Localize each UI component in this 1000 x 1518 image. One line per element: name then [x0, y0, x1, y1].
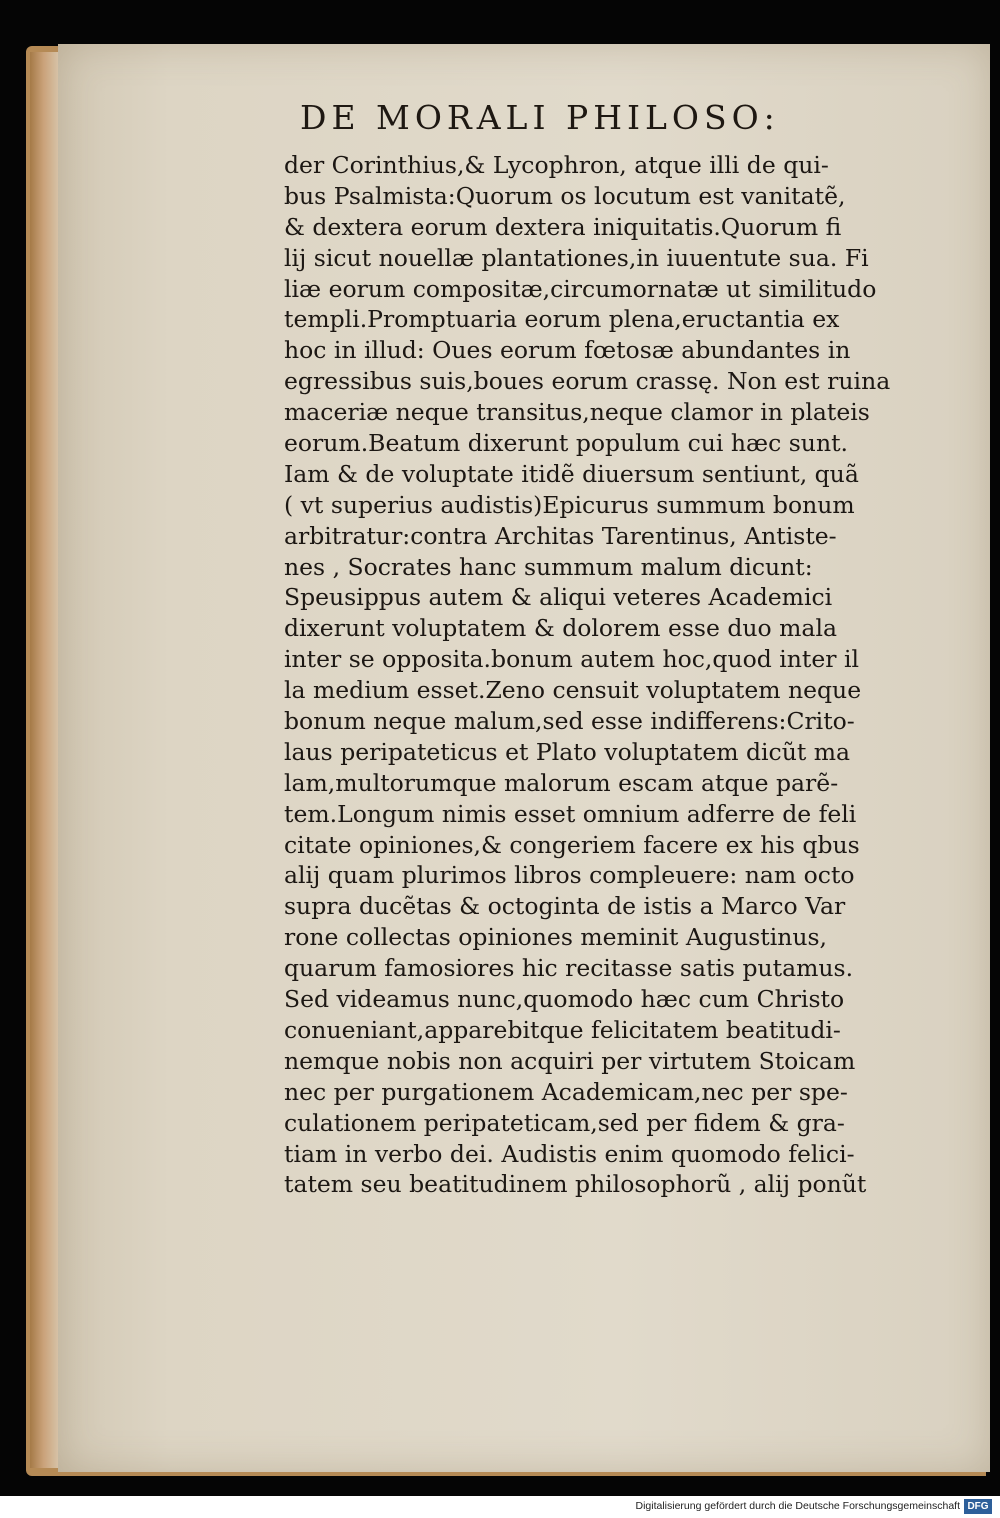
text-line: nec per purgationem Academicam,nec per spe-	[284, 1077, 848, 1106]
body-text	[284, 150, 944, 1200]
text-line: maceriæ neque transitus,neque clamor in plateis	[284, 398, 870, 427]
text-line: Iam & de voluptate itidẽ diuersum sentiunt, quã	[284, 459, 859, 488]
text-line: lam,multorumque malorum escam atque parẽ-	[284, 768, 839, 797]
text-line: citate opiniones,& congeriem facere ex his qbus	[284, 830, 860, 859]
text-line: arbitratur:contra Architas Tarentinus, Antiste-	[284, 521, 837, 550]
text-line: Speusippus autem & aliqui veteres Academici	[284, 583, 833, 612]
text-line: alij quam plurimos libros compleuere: nam octo	[284, 861, 855, 890]
text-line: tiam in verbo dei. Audistis enim quomodo felici-	[284, 1139, 855, 1168]
text-line: bus Psalmista:Quorum os locutum est vanitatẽ,	[284, 181, 846, 210]
text-line: laus peripateticus et Plato voluptatem dicũt ma	[284, 737, 851, 766]
text-line: liæ eorum compositæ,circumornatæ ut similitudo	[284, 274, 877, 303]
text-line: supra ducẽtas & octoginta de istis a Marco Var	[284, 892, 846, 921]
text-line: der Corinthius,& Lycophron, atque illi de qui-	[284, 151, 829, 179]
text-line: egressibus suis,boues eorum crassę. Non est ruina	[284, 367, 891, 396]
text-line: templi.Promptuaria eorum plena,eructantia ex	[284, 305, 840, 334]
funding-credit: Digitalisierung gefördert durch die Deutsche Forschungsgemeinschaft	[635, 1500, 960, 1512]
text-line: tem.Longum nimis esset omnium adferre de feli	[284, 799, 857, 828]
text-line: conueniant,apparebitque felicitatem beatitudi-	[284, 1015, 841, 1044]
text-line: culationem peripateticam,sed per fidem & gra-	[284, 1108, 845, 1137]
text-line: & dextera eorum dextera iniquitatis.Quorum fi	[284, 212, 842, 241]
text-line: quarum famosiores hic recitasse satis putamus.	[284, 954, 854, 983]
footer-bar	[0, 1496, 1000, 1518]
text-line: la medium esset.Zeno censuit voluptatem neque	[284, 676, 862, 705]
text-line: nes , Socrates hanc summum malum dicunt:	[284, 552, 813, 581]
text-line: inter se opposita.bonum autem hoc,quod inter il	[284, 645, 859, 674]
text-line: ( vt superius audistis)Epicurus summum bonum	[284, 490, 855, 519]
text-line: hoc in illud: Oues eorum fœtosæ abundantes in	[284, 336, 851, 365]
text-line: bonum neque malum,sed esse indifferens:Crito-	[284, 707, 855, 736]
text-line: lij sicut nouellæ plantationes,in iuuentute sua. Fi	[284, 243, 869, 272]
text-line: eorum.Beatum dixerunt populum cui hæc sunt.	[284, 429, 848, 458]
page-edges	[30, 52, 60, 1468]
text-line: rone collectas opiniones meminit Augustinus,	[284, 923, 828, 952]
running-head: DE MORALI PHILOSO:	[300, 98, 780, 137]
text-line: nemque nobis non acquiri per virtutem Stoicam	[284, 1046, 856, 1075]
text-line: tatem seu beatitudinem philosophorũ , alij ponũt	[284, 1170, 867, 1199]
text-line: dixerunt voluptatem & dolorem esse duo mala	[284, 614, 837, 643]
dfg-logo: DFG	[964, 1499, 992, 1514]
text-line: Sed videamus nunc,quomodo hæc cum Christo	[284, 985, 845, 1014]
